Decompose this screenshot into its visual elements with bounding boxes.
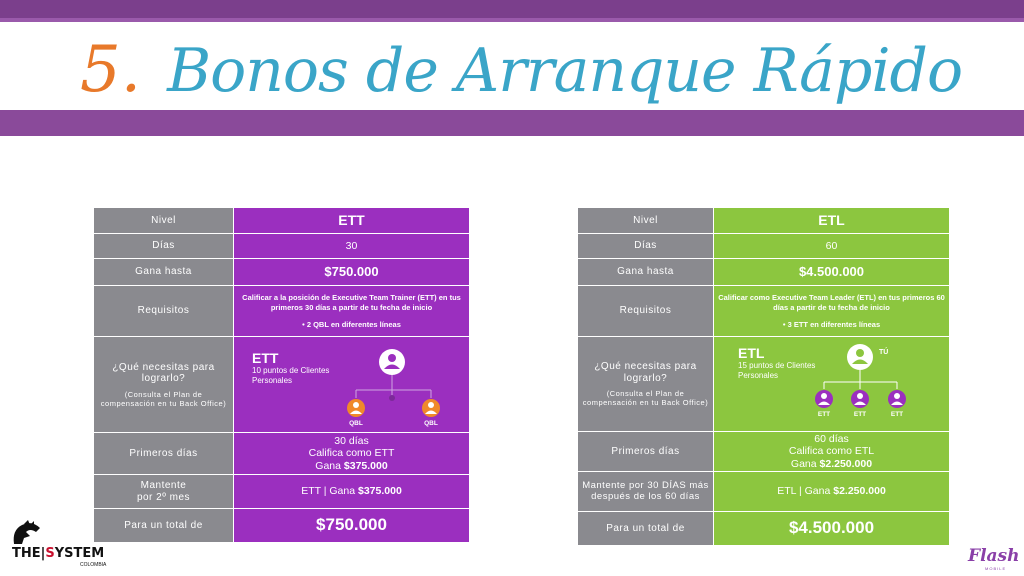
diagram-points: 15 puntos de Clientes Personales (738, 361, 816, 380)
system-wordmark: THE|SYSTEM (12, 546, 105, 561)
system-s: S (45, 546, 55, 561)
earn-amount: $2.250.000 (819, 457, 873, 470)
table-row (94, 475, 470, 509)
ett-label: ETT (817, 411, 831, 418)
requirements-cell (234, 286, 470, 337)
first-days-line2: Califica como ETT (308, 447, 395, 460)
etl-bonus-table (577, 207, 950, 546)
requirements-bullet: • 2 QBL en diferentes líneas (302, 319, 401, 329)
system-rest: YSTEM (54, 546, 105, 561)
row-label: Días (578, 234, 714, 259)
ett-label: ETT (890, 411, 904, 418)
maintain-amount: $375.000 (358, 485, 402, 498)
row-label (578, 337, 714, 432)
table-row (578, 234, 950, 259)
earn-word: Gana (315, 459, 341, 472)
table-row (578, 337, 950, 432)
maintain-label-2: por 2º mes (136, 491, 191, 503)
need-sub-label: (Consulta el Plan de compensación en tu Back Office) (100, 389, 227, 408)
qbl-label: QBL (424, 419, 438, 427)
table-row (94, 433, 470, 475)
row-label: Gana hasta (578, 259, 714, 286)
user-icon (379, 349, 405, 375)
first-days-cell (714, 432, 950, 472)
row-label: Mantente por 30 DÍAS más después de los 60 días (578, 472, 714, 512)
the-system-logo (10, 520, 130, 570)
table-row (94, 234, 470, 259)
need-sub-label: (Consulta el Plan de compensación en tu Back Office) (582, 389, 709, 407)
ett-label: ETT (853, 411, 867, 418)
helmet-icon (10, 520, 44, 548)
system-subtitle: COLOMBIA (80, 562, 107, 568)
title-number: 5. (80, 33, 142, 107)
maintain-amount: $2.250.000 (833, 485, 886, 498)
etl-structure-diagram (714, 337, 949, 431)
earn-up-to-value: $4.500.000 (714, 259, 950, 286)
days-value: 60 (714, 234, 950, 259)
ett-user-icon (888, 390, 906, 408)
row-label: Nivel (578, 208, 714, 234)
row-label: Días (94, 234, 234, 259)
table-row (94, 208, 470, 234)
table-row (94, 509, 470, 543)
table-row (578, 512, 950, 546)
first-days-earn (238, 460, 465, 473)
level-value: ETT (234, 208, 470, 234)
row-label (94, 337, 234, 433)
page-title (80, 22, 962, 118)
flash-logo: Flash (968, 546, 1020, 566)
maintain-cell (714, 472, 950, 512)
first-days-cell (234, 433, 470, 475)
first-days-earn (718, 458, 945, 471)
row-label: Primeros días (578, 432, 714, 472)
first-days-line1: 30 días (334, 434, 369, 447)
level-value: ETL (714, 208, 950, 234)
earn-up-to-value: $750.000 (234, 259, 470, 286)
table-row (578, 286, 950, 337)
need-label: ¿Qué necesitas para lograrlo? (594, 361, 697, 384)
first-days-line1: 60 días (814, 432, 849, 445)
row-label: Requisitos (94, 286, 234, 337)
system-the: THE (12, 546, 41, 561)
diagram-points: 10 puntos de Clientes Personales (252, 365, 330, 385)
you-label: TÚ (879, 349, 889, 356)
maintain-text: ETT | Gana (301, 485, 356, 498)
table-row (578, 208, 950, 234)
qbl-user-icon (347, 399, 365, 417)
first-days-line2: Califica como ETL (788, 445, 875, 458)
table-row (94, 337, 470, 433)
requirements-bullet: • 3 ETT en diferentes líneas (782, 319, 881, 329)
requirements-text: Calificar a la posición de Executive Team Trainer (ETT) en tus primeros 30 días a partir de tu fecha de inicio (242, 293, 461, 312)
requirements-text: Calificar como Executive Team Leader (ETL) en tus primeros 60 días a partir de tu fecha de inicio (718, 293, 945, 312)
requirements-cell (714, 286, 950, 337)
ett-structure-diagram (234, 338, 469, 432)
table-row (94, 259, 470, 286)
ett-user-icon (851, 390, 869, 408)
row-label (94, 475, 234, 509)
user-icon (847, 344, 873, 370)
row-label: Nivel (94, 208, 234, 234)
flash-logo-sub: MOBILE (985, 566, 1007, 571)
need-label: ¿Qué necesitas para lograrlo? (112, 361, 215, 384)
diagram-cell (234, 337, 470, 433)
maintain-label: Mantente (140, 480, 187, 491)
days-value: 30 (234, 234, 470, 259)
ett-user-icon (815, 390, 833, 408)
earn-word: Gana (790, 457, 817, 470)
top-purple-band (0, 0, 1024, 20)
table-row (578, 432, 950, 472)
row-label: Para un total de (578, 512, 714, 546)
ett-bonus-table (93, 207, 470, 543)
diagram-cell (714, 337, 950, 432)
qbl-user-icon (422, 399, 440, 417)
total-value: $750.000 (234, 509, 470, 543)
maintain-text: ETL | Gana (777, 485, 831, 498)
row-label: Para un total de (94, 509, 234, 543)
table-row (578, 472, 950, 512)
row-label: Requisitos (578, 286, 714, 337)
earn-amount: $375.000 (343, 459, 388, 472)
diagram-title: ETT (252, 349, 279, 366)
qbl-label: QBL (349, 419, 363, 427)
total-value: $4.500.000 (714, 512, 950, 546)
table-row (578, 259, 950, 286)
title-text: Bonos de Arranque Rápido (167, 36, 963, 106)
table-row (94, 286, 470, 337)
maintain-cell (234, 475, 470, 509)
diagram-title: ETL (738, 345, 765, 361)
row-label: Primeros días (94, 433, 234, 475)
row-label: Gana hasta (94, 259, 234, 286)
